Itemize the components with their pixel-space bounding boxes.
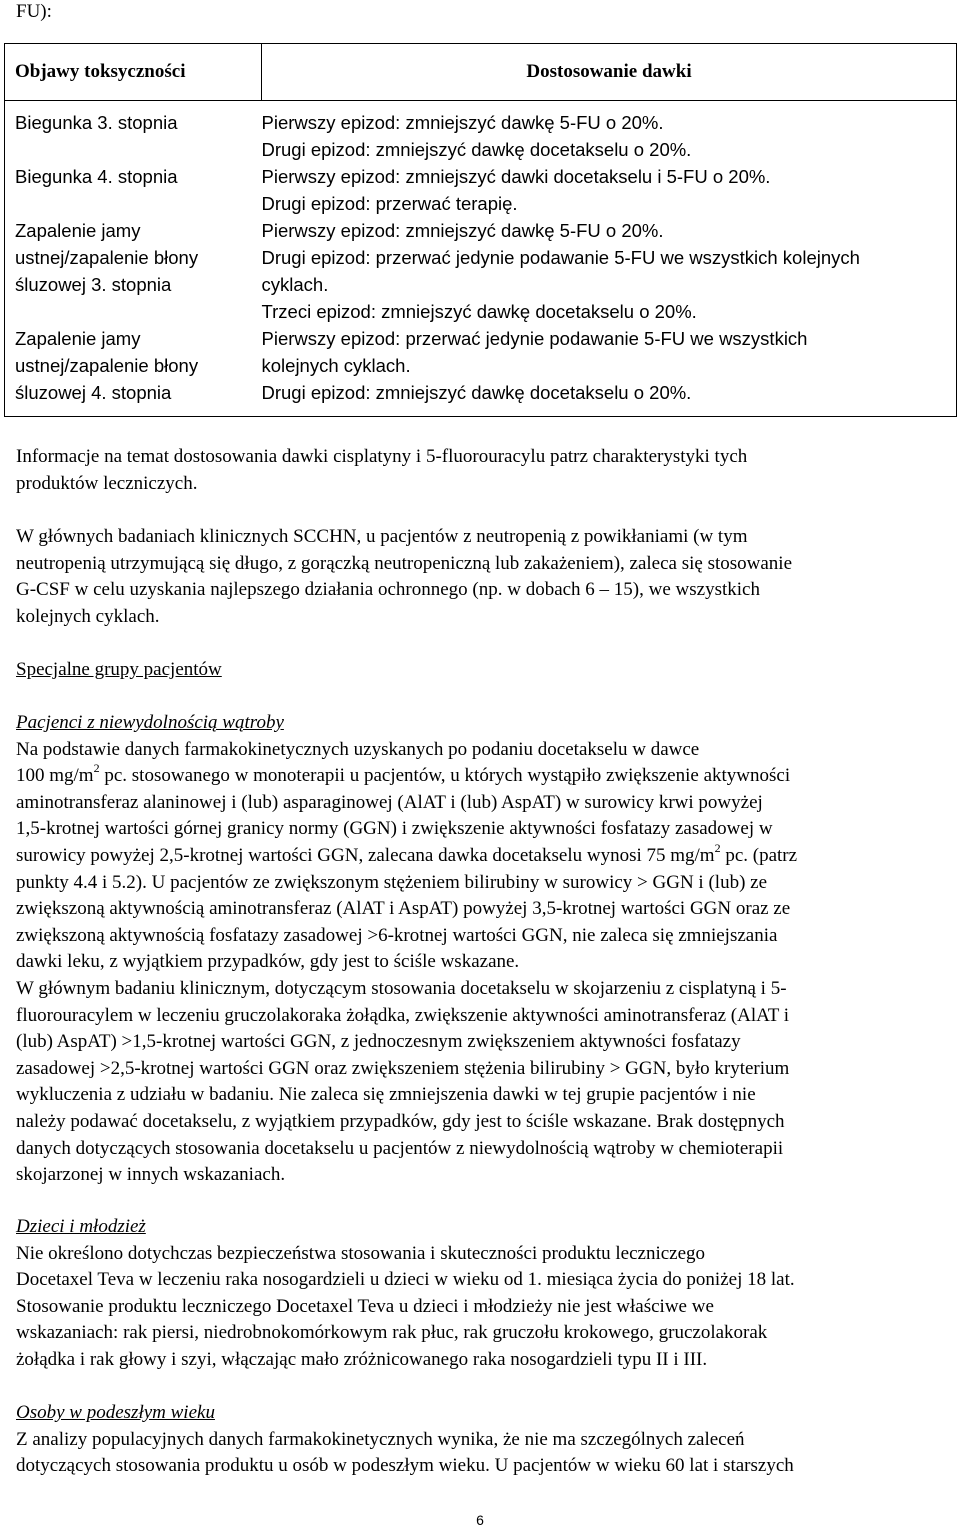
table-row — [5, 101, 956, 164]
cell-text: Biegunka 4. stopnia — [15, 166, 178, 187]
cell-text: Trzeci epizod: zmniejszyć dawkę docetakselu o 20%. — [261, 301, 697, 322]
text-line: fluorouracylem w leczeniu gruczolakoraka żołądka, zwiększenie aktywności aminotransferaz (AlAT i — [16, 1004, 790, 1026]
cell-text: śluzowej 4. stopnia — [15, 382, 172, 403]
cell-text: Drugi epizod: zmniejszyć dawkę docetakselu o 20%. — [261, 139, 692, 160]
text-line: Stosowanie produktu leczniczego Docetaxel Teva u dzieci i młodzieży nie jest właściwe we — [16, 1295, 714, 1317]
cell-text: cyklach. — [261, 274, 329, 295]
adjustment-cell — [262, 325, 957, 416]
elderly-section — [16, 1400, 946, 1480]
text-line: Nie określono dotychczas bezpieczeństwa stosowania i skuteczności produktu leczniczego — [16, 1242, 706, 1264]
text-line: zwiększoną aktywnością aminotransferaz (AlAT i AspAT) powyżej 3,5-krotnej wartości GGN oraz ze — [16, 898, 791, 920]
text-line: W głównych badaniach klinicznych SCCHN, u pacjentów z neutropenią z powikłaniami (w tym — [16, 526, 748, 547]
dose-info-paragraph — [16, 444, 946, 497]
page-top-fragment: FU): — [16, 1, 52, 22]
superscript: 2 — [714, 840, 721, 855]
text-fragment: pc. stosowanego w monoterapii u pacjentów, u których wystąpiło zwiększenie aktywności — [99, 765, 791, 787]
scchn-paragraph — [16, 524, 946, 630]
text-line: Docetaxel Teva w leczeniu raka nosogardzieli u dzieci w wieku od 1. miesiąca życia do poniżej 18 lat. — [16, 1269, 795, 1291]
text-line: Informacje na temat dostosowania dawki cisplatyny i 5-fluorouracylu patrz charakterystyki tych — [16, 446, 748, 467]
dose-adjustment-table — [5, 44, 956, 416]
cell-text: Drugi epizod: przerwać jedynie podawanie 5-FU we wszystkich kolejnych — [261, 247, 860, 268]
text-fragment: surowicy powyżej 2,5-krotnej wartości GGN, zalecana dawka docetakselu wynosi 75 mg/m — [16, 844, 715, 866]
text-line: aminotransferaz alaninowej i (lub) asparaginowej (AlAT i (lub) AspAT) w surowicy krwi powyżej — [16, 791, 763, 813]
cell-text: Drugi epizod: zmniejszyć dawkę docetakselu o 20%. — [261, 382, 692, 403]
subsection-heading: Dzieci i młodzież — [16, 1216, 146, 1237]
text-line: skojarzonej w innych wskazaniach. — [16, 1164, 286, 1186]
cell-text: Zapalenie jamy — [15, 328, 141, 349]
cell-text: ustnej/zapalenie błony — [15, 247, 199, 268]
text-line: Na podstawie danych farmakokinetycznych uzyskanych po podaniu docetakselu w dawce — [16, 738, 700, 760]
text-line: wykluczenia z udziału w badaniu. Nie zaleca się zmniejszenia dawki w tej grupie pacjentów i nie — [16, 1084, 756, 1106]
cell-text: Zapalenie jamy — [15, 220, 141, 241]
special-groups-heading-block — [16, 657, 946, 684]
text-line: zwiększoną aktywnością fosfatazy zasadowej >6-krotnej wartości GGN, nie zaleca się zmniejszania — [16, 924, 778, 946]
text-line: neutropenią utrzymującą się długo, z gorączką neutropeniczną lub zakażeniem), zaleca się stosowanie — [16, 552, 793, 574]
text-line: kolejnych cyklach. — [16, 605, 160, 627]
toxicity-cell — [5, 163, 262, 217]
text-line: wskazaniach: rak piersi, niedrobnokomórkowym rak płuc, rak gruczołu krokowego, gruczolakorak — [16, 1322, 768, 1344]
toxicity-cell — [5, 325, 262, 416]
table-row — [5, 163, 956, 217]
table-row — [5, 325, 956, 416]
toxicity-cell — [5, 101, 262, 164]
adjustment-cell — [262, 163, 957, 217]
cell-text: Pierwszy epizod: zmniejszyć dawki docetakselu i 5-FU o 20%. — [261, 166, 771, 187]
adjustment-cell — [262, 217, 957, 325]
adjustment-cell — [262, 101, 957, 164]
table-header-row — [5, 44, 956, 101]
cell-text: śluzowej 3. stopnia — [15, 274, 172, 295]
section-heading: Specjalne grupy pacjentów — [16, 659, 222, 680]
text-fragment: pc. (patrz — [720, 844, 798, 866]
text-line: G-CSF w celu uzyskania najlepszego działania ochronnego (np. w dobach 6 – 15), we wszystkich — [16, 579, 760, 601]
text-line — [16, 840, 946, 870]
cell-text: ustnej/zapalenie błony — [15, 355, 199, 376]
text-line: żołądka i rak głowy i szyi, włączając mało zróżnicowanego raka nosogardzieli typu II i III. — [16, 1348, 708, 1370]
text-line — [16, 760, 946, 790]
cell-text: kolejnych cyklach. — [261, 355, 411, 376]
cell-text: Pierwszy epizod: zmniejszyć dawkę 5-FU o 20%. — [261, 220, 664, 241]
page-number: 6 — [476, 1512, 484, 1528]
text-line: danych dotyczących stosowania docetakselu u pacjentów z niewydolnością wątroby w chemioterapii — [16, 1137, 784, 1159]
subsection-heading: Osoby w podeszłym wieku — [16, 1402, 215, 1423]
cell-text: Pierwszy epizod: zmniejszyć dawkę 5-FU o 20%. — [261, 112, 664, 133]
text-line: Z analizy populacyjnych danych farmakokinetycznych wynika, że nie ma szczególnych zaleceń — [16, 1428, 745, 1450]
children-section — [16, 1214, 946, 1374]
text-line: należy podawać docetakselu, z wyjątkiem przypadków, gdy jest to ściśle wskazane. Brak dostępnych — [16, 1110, 785, 1132]
cell-text: Drugi epizod: przerwać terapię. — [261, 193, 518, 214]
subsection-heading: Pacjenci z niewydolnością wątroby — [16, 712, 284, 733]
text-line: zasadowej >2,5-krotnej wartości GGN oraz zwiększeniem stężenia bilirubiny > GGN, było kryterium — [16, 1057, 790, 1079]
text-line: dawki leku, z wyjątkiem przypadków, gdy jest to ściśle wskazane. — [16, 951, 520, 973]
table-row — [5, 217, 956, 325]
header-dose-adjustment: Dostosowanie dawki — [262, 44, 957, 101]
text-line: dotyczących stosowania produktu u osób w podeszłym wieku. U pacjentów w wieku 60 lat i starszych — [16, 1455, 794, 1477]
cell-text: Pierwszy epizod: przerwać jedynie podawanie 5-FU we wszystkich — [261, 328, 808, 349]
text-line: W głównym badaniu klinicznym, dotyczącym stosowania docetakselu w skojarzeniu z cisplatyną i 5- — [16, 977, 787, 999]
text-fragment: 100 mg/m — [16, 765, 94, 787]
text-line: produktów leczniczych. — [16, 472, 198, 494]
header-toxicity: Objawy toksyczności — [5, 44, 262, 101]
toxicity-cell — [5, 217, 262, 325]
superscript: 2 — [93, 760, 100, 775]
cell-text: Biegunka 3. stopnia — [15, 112, 178, 133]
text-line: (lub) AspAT) >1,5-krotnej wartości GGN, z jednoczesnym zwiększeniem aktywności fosfatazy — [16, 1031, 741, 1053]
text-line: 1,5-krotnej wartości górnej granicy normy (GGN) i zwiększenie aktywności fosfatazy zasadowej w — [16, 818, 773, 840]
text-line: punkty 4.4 i 5.2). U pacjentów ze zwiększonym stężeniem bilirubiny w surowicy > GGN i (lub) ze — [16, 871, 768, 893]
hepatic-section — [16, 710, 946, 1189]
